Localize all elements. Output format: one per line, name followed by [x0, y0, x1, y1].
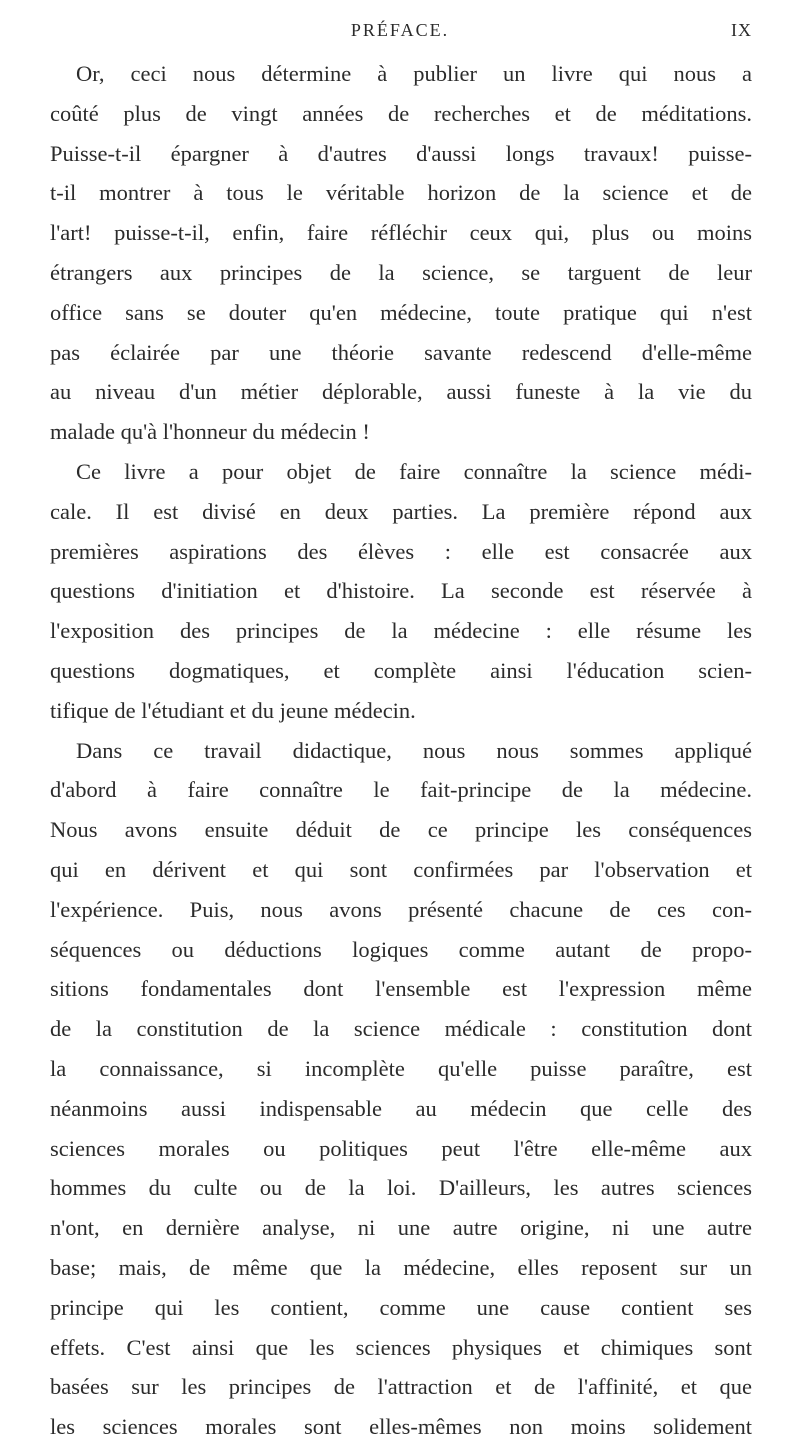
text-line: principe qui les contient, comme une cause contient ses: [50, 1294, 752, 1320]
text-line: l'exposition des principes de la médecine : elle résume les: [50, 618, 752, 644]
text-line: effets. C'est ainsi que les sciences physiques et chimiques sont: [50, 1334, 752, 1360]
text-line: l'expérience. Puis, nous avons présenté chacune de ces con-: [50, 896, 752, 922]
text-line: au niveau d'un métier déplorable, aussi funeste à la vie du: [50, 379, 752, 405]
text-line: t-il montrer à tous le véritable horizon de la science et de: [50, 180, 752, 206]
text-line: questions dogmatiques, et complète ainsi l'éducation scien-: [50, 657, 752, 683]
text-line: malade qu'à l'honneur du médecin !: [50, 419, 370, 445]
text-line: questions d'initiation et d'histoire. La seconde est réservée à: [50, 578, 752, 604]
text-line: sciences morales ou politiques peut l'être elle-même aux: [50, 1135, 752, 1161]
text-line: premières aspirations des élèves : elle est consacrée aux: [50, 538, 752, 564]
text-line: sitions fondamentales dont l'ensemble est l'expression même: [50, 976, 752, 1002]
text-line: coûté plus de vingt années de recherches et de méditations.: [50, 100, 752, 126]
text-line: basées sur les principes de l'attraction et de l'affinité, et que: [50, 1374, 752, 1400]
text-line: tifique de l'étudiant et du jeune médecin.: [50, 697, 416, 723]
text-line: Puisse-t-il épargner à d'autres d'aussi longs travaux! puisse-: [50, 140, 752, 166]
text-line: Nous avons ensuite déduit de ce principe les conséquences: [50, 817, 752, 843]
text-line: base; mais, de même que la médecine, elles reposent sur un: [50, 1254, 752, 1280]
text-line: Dans ce travail didactique, nous nous sommes appliqué: [76, 737, 752, 763]
page-number: IX: [731, 20, 752, 40]
text-line: cale. Il est divisé en deux parties. La première répond aux: [50, 498, 752, 524]
text-line: l'art! puisse-t-il, enfin, faire réfléchir ceux qui, plus ou moins: [50, 220, 752, 246]
text-line: hommes du culte ou de la loi. D'ailleurs, les autres sciences: [50, 1175, 752, 1201]
running-header: [0, 20, 800, 50]
text-line: séquences ou déductions logiques comme autant de propo-: [50, 936, 752, 962]
text-line: Or, ceci nous détermine à publier un livre qui nous a: [76, 61, 752, 86]
text-line: d'abord à faire connaître le fait-principe de la médecine.: [50, 777, 752, 803]
text-line: office sans se douter qu'en médecine, toute pratique qui n'est: [50, 299, 752, 325]
running-title: PRÉFACE.: [350, 20, 450, 40]
text-line: Ce livre a pour objet de faire connaître la science médi-: [76, 458, 752, 484]
text-line: la connaissance, si incomplète qu'elle puisse paraître, est: [50, 1055, 752, 1081]
body-text: [50, 54, 752, 1447]
text-line: étrangers aux principes de la science, se targuent de leur: [50, 259, 752, 285]
text-line: les sciences morales sont elles-mêmes non moins solidement: [50, 1414, 752, 1440]
text-line: néanmoins aussi indispensable au médecin que celle des: [50, 1095, 752, 1121]
text-line: qui en dérivent et qui sont confirmées par l'observation et: [50, 856, 752, 882]
text-line: n'ont, en dernière analyse, ni une autre origine, ni une autre: [50, 1215, 752, 1241]
text-line: pas éclairée par une théorie savante redescend d'elle-même: [50, 339, 752, 365]
text-line: de la constitution de la science médicale : constitution dont: [50, 1016, 752, 1042]
